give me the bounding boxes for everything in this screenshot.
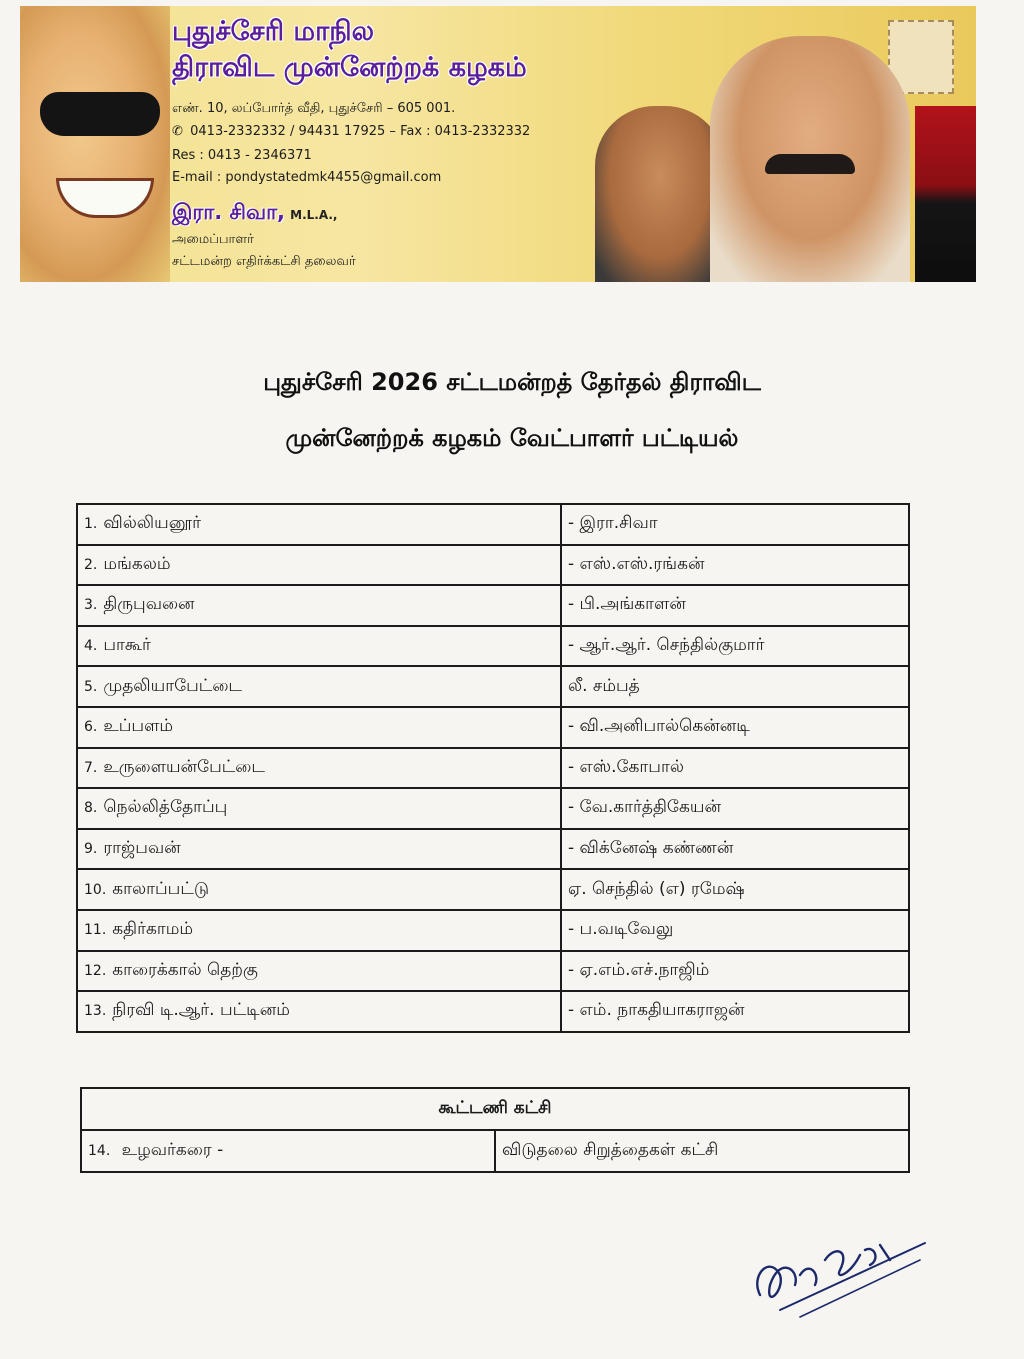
smile-shape: [56, 178, 154, 218]
constituency-name: கதிர்காமம்: [112, 919, 194, 940]
table-row: [77, 707, 909, 748]
table-row: [77, 951, 909, 992]
constituency-name: காரைக்கால் தெற்கு: [112, 959, 258, 980]
candidate-name: - விக்னேஷ் கண்ணன்: [561, 829, 909, 870]
signature-icon: [740, 1215, 940, 1325]
row-number: 8.: [84, 800, 98, 817]
table-row: [77, 910, 909, 951]
candidate-table-body: [77, 504, 909, 1032]
constituency-cell: [77, 545, 561, 586]
letterhead-designation2: சட்டமன்ற எதிர்க்கட்சி தலைவர்: [172, 254, 356, 269]
leader-portrait-right: [710, 36, 910, 282]
table-row: [77, 545, 909, 586]
page-heading-line2: முன்னேற்றக் கழகம் வேட்பாளர் பட்டியல்: [285, 424, 739, 452]
letterhead-email: E-mail : pondystatedmk4455@gmail.com: [172, 170, 442, 185]
constituency-name: உருளையன்பேட்டை: [103, 756, 265, 777]
constituency-cell: [77, 991, 561, 1032]
candidate-name: - எம். நாகதியாகராஜன்: [561, 991, 909, 1032]
table-row: [77, 585, 909, 626]
constituency-name: காலாப்பட்டு: [112, 878, 210, 899]
signatory-suffix: M.L.A.,: [290, 208, 338, 222]
constituency-cell: [77, 666, 561, 707]
phone-icon: ✆: [172, 124, 183, 139]
letterhead-title-line1: புதுச்சேரி மாநில: [172, 16, 375, 47]
party-flag: [915, 106, 976, 282]
table-row: [77, 869, 909, 910]
constituency-cell: [77, 788, 561, 829]
constituency-cell: [77, 707, 561, 748]
constituency-cell: [77, 869, 561, 910]
letterhead-address: எண். 10, லப்போர்த் வீதி, புதுச்சேரி – 605 001.: [172, 101, 456, 116]
alliance-header: கூட்டணி கட்சி: [81, 1088, 909, 1130]
constituency-name: ராஜ்பவன்: [103, 838, 181, 859]
constituency-cell: [77, 748, 561, 789]
alliance-party: விடுதலை சிறுத்தைகள் கட்சி: [495, 1130, 909, 1172]
row-number: 3.: [84, 597, 98, 614]
candidate-name: - எஸ்.எஸ்.ரங்கன்: [561, 545, 909, 586]
row-number: 4.: [84, 638, 98, 655]
table-row: [77, 991, 909, 1032]
table-row: [77, 666, 909, 707]
candidate-name: லீ. சம்பத்: [561, 666, 909, 707]
row-number: 2.: [84, 556, 98, 573]
candidate-name: - ஏ.எம்.எச்.நாஜிம்: [561, 951, 909, 992]
candidate-name: - வி.அனிபால்கென்னடி: [561, 707, 909, 748]
constituency-name: மங்கலம்: [103, 553, 171, 574]
row-number: 10.: [84, 881, 107, 898]
page-heading-line1: புதுச்சேரி 2026 சட்டமன்றத் தேர்தல் திராவிட: [263, 368, 761, 396]
candidate-name: - ப.வடிவேலு: [561, 910, 909, 951]
alliance-table: [80, 1087, 910, 1173]
constituency-cell: [77, 585, 561, 626]
constituency-name: பாகூர்: [103, 635, 151, 656]
constituency-cell: [77, 504, 561, 545]
row-number: 1.: [84, 516, 98, 533]
constituency-cell: [77, 626, 561, 667]
row-number: 12.: [84, 962, 107, 979]
row-number: 14.: [88, 1143, 111, 1159]
letterhead-designation1: அமைப்பாளர்: [172, 232, 254, 247]
table-row: [77, 748, 909, 789]
row-number: 6.: [84, 719, 98, 736]
row-number: 5.: [84, 678, 98, 695]
candidate-name: - பி.அங்காளன்: [561, 585, 909, 626]
letterhead-phone: [172, 124, 530, 139]
leader-portrait-left: [20, 6, 170, 282]
mustache-shape: [765, 154, 855, 174]
constituency-cell: [77, 910, 561, 951]
candidate-name: ஏ. செந்தில் (எ) ரமேஷ்: [561, 869, 909, 910]
row-number: 7.: [84, 759, 98, 776]
alliance-header-row: [81, 1088, 909, 1130]
letterhead: [20, 6, 976, 282]
constituency-name: உப்பளம்: [103, 716, 174, 737]
candidate-name: - ஆர்.ஆர். செந்தில்குமார்: [561, 626, 909, 667]
constituency-name: முதலியாபேட்டை: [103, 675, 242, 696]
row-number: 13.: [84, 1003, 107, 1020]
letterhead-title-line2: திராவிட முன்னேற்றக் கழகம்: [172, 52, 527, 83]
row-number: 11.: [84, 922, 107, 939]
signatory-name: இரா. சிவா,: [172, 200, 286, 224]
constituency-name: திருபுவனை: [103, 594, 195, 615]
constituency-name: நெல்லித்தோப்பு: [103, 797, 228, 818]
leader-portrait-center: [595, 106, 725, 282]
constituency-name: வில்லியனூர்: [103, 513, 202, 534]
table-row: [77, 788, 909, 829]
candidate-name: - எஸ்.கோபால்: [561, 748, 909, 789]
table-row: [77, 504, 909, 545]
row-number: 9.: [84, 841, 98, 858]
alliance-row: [81, 1130, 909, 1172]
sunglasses-shape: [40, 92, 160, 136]
constituency-cell: [77, 829, 561, 870]
constituency-cell: [77, 951, 561, 992]
constituency-name: நிரவி டி.ஆர். பட்டினம்: [112, 1000, 290, 1021]
letterhead-phone-text: 0413-2332332 / 94431 17925 – Fax : 0413-2332332: [190, 124, 531, 139]
alliance-constituency: உழவர்கரை -: [121, 1140, 224, 1160]
letterhead-signatory: [172, 200, 337, 227]
candidate-table: [76, 503, 910, 1033]
alliance-constituency-cell: [81, 1130, 495, 1172]
letterhead-res: Res : 0413 - 2346371: [172, 148, 312, 163]
table-row: [77, 829, 909, 870]
table-row: [77, 626, 909, 667]
candidate-name: - இரா.சிவா: [561, 504, 909, 545]
candidate-name: - வே.கார்த்திகேயன்: [561, 788, 909, 829]
